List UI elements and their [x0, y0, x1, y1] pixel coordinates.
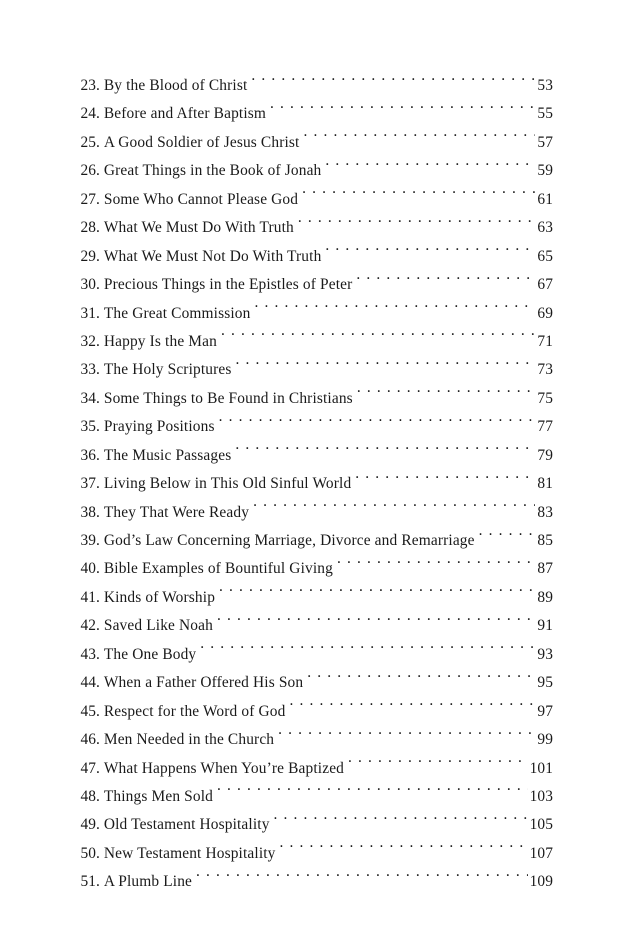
toc-entry-title[interactable]: The Great Commission: [103, 304, 251, 322]
toc-entry-page-number: 65: [537, 247, 553, 265]
toc-entry-number: 26.: [80, 162, 100, 180]
toc-dot-leader: [236, 359, 536, 374]
toc-entry-number: 32.: [80, 332, 100, 350]
toc-entry-number: 29.: [80, 247, 100, 265]
toc-entry-number: 50.: [80, 844, 100, 862]
toc-entry-number: 51.: [80, 873, 100, 891]
toc-entry-title[interactable]: Precious Things in the Epistles of Peter: [103, 276, 353, 294]
toc-entry-title[interactable]: What We Must Not Do With Truth: [103, 247, 322, 265]
toc-entry[interactable]: [78, 499, 553, 527]
toc-dot-leader: [289, 700, 535, 715]
toc-entry-page-number: 109: [529, 873, 553, 891]
toc-entry-title[interactable]: Men Needed in the Church: [103, 731, 275, 749]
toc-entry-number: 46.: [80, 731, 100, 749]
toc-entry-number: 41.: [80, 588, 100, 606]
toc-dot-leader: [303, 131, 535, 146]
toc-entry-page-number: 89: [537, 588, 553, 606]
toc-entry-number: 27.: [80, 190, 100, 208]
toc-dot-leader: [337, 558, 535, 573]
toc-entry-number: 38.: [80, 503, 100, 521]
toc-dot-leader: [357, 387, 536, 402]
toc-entry[interactable]: [78, 442, 553, 470]
toc-entry[interactable]: [78, 157, 553, 185]
toc-entry-title[interactable]: Some Things to Be Found in Christians: [103, 389, 353, 407]
toc-entry[interactable]: [78, 470, 553, 498]
toc-entry[interactable]: [78, 698, 553, 726]
toc-entry-title[interactable]: The Holy Scriptures: [103, 361, 232, 379]
toc-dot-leader: [302, 188, 535, 203]
toc-entry-page-number: 79: [537, 446, 553, 464]
toc-dot-leader: [221, 331, 535, 346]
toc-entry-title[interactable]: The One Body: [103, 645, 197, 663]
toc-entry-title[interactable]: Things Men Sold: [103, 787, 213, 805]
toc-entry[interactable]: [78, 527, 553, 555]
toc-dot-leader: [270, 103, 535, 118]
toc-dot-leader: [217, 786, 528, 801]
toc-entry[interactable]: [78, 555, 553, 583]
toc-entry[interactable]: [78, 612, 553, 640]
toc-dot-leader: [325, 245, 535, 260]
toc-entry[interactable]: [78, 328, 553, 356]
toc-dot-leader: [280, 842, 528, 857]
toc-entry-title[interactable]: Great Things in the Book of Jonah: [103, 162, 322, 180]
toc-dot-leader: [355, 473, 535, 488]
toc-entry[interactable]: [78, 755, 553, 783]
toc-entry-page-number: 55: [537, 105, 553, 123]
toc-entry[interactable]: [78, 840, 553, 868]
toc-dot-leader: [253, 501, 535, 516]
toc-entry-number: 48.: [80, 787, 100, 805]
toc-entry-title[interactable]: Living Below in This Old Sinful World: [103, 475, 352, 493]
toc-entry-page-number: 93: [537, 645, 553, 663]
toc-entry-number: 24.: [80, 105, 100, 123]
toc-entry-title[interactable]: Kinds of Worship: [103, 588, 216, 606]
toc-dot-leader: [278, 729, 535, 744]
toc-entry-page-number: 97: [537, 702, 553, 720]
toc-entry-page-number: 101: [529, 759, 553, 777]
toc-dot-leader: [196, 871, 528, 886]
toc-entry-number: 40.: [80, 560, 100, 578]
toc-entry-page-number: 105: [529, 816, 553, 834]
toc-entry-title[interactable]: The Music Passages: [103, 446, 232, 464]
toc-entry-number: 42.: [80, 617, 100, 635]
toc-dot-leader: [325, 160, 535, 175]
toc-entry-title[interactable]: They That Were Ready: [103, 503, 250, 521]
toc-entry-page-number: 75: [537, 389, 553, 407]
toc-entry-title[interactable]: Praying Positions: [103, 418, 215, 436]
toc-dot-leader: [200, 643, 535, 658]
toc-entry-number: 43.: [80, 645, 100, 663]
toc-entry-page-number: 59: [537, 162, 553, 180]
toc-dot-leader: [219, 416, 536, 431]
toc-entry-number: 30.: [80, 276, 100, 294]
toc-entry[interactable]: [78, 356, 553, 384]
toc-entry-title[interactable]: By the Blood of Christ: [103, 77, 248, 94]
toc-dot-leader: [479, 530, 536, 545]
toc-entry-number: 49.: [80, 816, 100, 834]
toc-entry[interactable]: [78, 811, 553, 839]
toc-entry-page-number: 91: [537, 617, 553, 635]
toc-entry[interactable]: [78, 214, 553, 242]
toc-entry-page-number: 83: [537, 503, 553, 521]
toc-entry-title[interactable]: What Happens When You’re Baptized: [103, 759, 345, 777]
toc-entry-title[interactable]: Old Testament Hospitality: [103, 816, 270, 834]
toc-entry-page-number: 63: [537, 219, 553, 237]
toc-entry-title[interactable]: Respect for the Word of God: [103, 702, 286, 720]
toc-dot-leader: [298, 217, 536, 232]
toc-entry-page-number: 81: [537, 475, 553, 493]
toc-entry-number: 44.: [80, 674, 100, 692]
toc-entry[interactable]: [78, 300, 553, 328]
toc-entry-page-number: 53: [537, 77, 553, 94]
toc-entry[interactable]: [78, 72, 553, 100]
toc-entry-page-number: 61: [537, 190, 553, 208]
toc-entry-number: 39.: [80, 532, 100, 549]
toc-entry-title[interactable]: A Good Soldier of Jesus Christ: [103, 133, 300, 151]
toc-entry-number: 31.: [80, 304, 100, 322]
toc-entry-number: 33.: [80, 361, 100, 379]
toc-entry-number: 25.: [80, 133, 100, 151]
toc-entry[interactable]: [78, 641, 553, 669]
toc-entry-title[interactable]: Happy Is the Man: [103, 332, 217, 350]
toc-entry[interactable]: [78, 669, 553, 697]
toc-dot-leader: [356, 274, 535, 289]
toc-entry-page-number: 73: [537, 361, 553, 379]
toc-entry-page-number: 77: [537, 418, 553, 436]
toc-dot-leader: [219, 586, 535, 601]
toc-entry[interactable]: [78, 100, 553, 128]
toc-entry[interactable]: [78, 385, 553, 413]
toc-entry-number: 23.: [80, 77, 100, 94]
toc-entry-title[interactable]: Some Who Cannot Please God: [103, 190, 299, 208]
toc-dot-leader: [255, 302, 536, 317]
table-of-contents-list: [78, 72, 553, 897]
toc-entry-title[interactable]: When a Father Offered His Son: [103, 674, 304, 692]
toc-entry-title[interactable]: What We Must Do With Truth: [103, 219, 294, 237]
toc-entry-number: 45.: [80, 702, 100, 720]
toc-entry-page-number: 67: [537, 276, 553, 294]
toc-entry[interactable]: [78, 129, 553, 157]
toc-entry[interactable]: [78, 584, 553, 612]
toc-entry[interactable]: [78, 271, 553, 299]
toc-entry-page-number: 107: [529, 844, 553, 862]
toc-entry-title[interactable]: God’s Law Concerning Marriage, Divorce and Remarriage: [103, 532, 475, 549]
toc-entry[interactable]: [78, 783, 553, 811]
toc-entry-page-number: 71: [537, 332, 553, 350]
toc-entry-page-number: 69: [537, 304, 553, 322]
toc-entry-page-number: 103: [529, 787, 553, 805]
toc-entry-number: 37.: [80, 475, 100, 493]
toc-dot-leader: [235, 444, 535, 459]
toc-entry-page-number: 95: [537, 674, 553, 692]
toc-dot-leader: [348, 757, 528, 772]
toc-entry[interactable]: [78, 243, 553, 271]
toc-entry-title[interactable]: New Testament Hospitality: [103, 844, 276, 862]
toc-entry-page-number: 99: [537, 731, 553, 749]
toc-entry-number: 28.: [80, 219, 100, 237]
toc-entry-title[interactable]: Bible Examples of Bountiful Giving: [103, 560, 333, 578]
toc-entry-page-number: 87: [537, 560, 553, 578]
toc-entry[interactable]: [78, 186, 553, 214]
toc-entry-number: 36.: [80, 446, 100, 464]
toc-entry-page-number: 57: [537, 133, 553, 151]
toc-entry-title[interactable]: Saved Like Noah: [103, 617, 213, 635]
toc-entry-page-number: 85: [537, 532, 553, 549]
toc-dot-leader: [307, 672, 535, 687]
toc-dot-leader: [217, 615, 535, 630]
toc-entry-number: 35.: [80, 418, 100, 436]
toc-entry[interactable]: [78, 726, 553, 754]
toc-entry-number: 47.: [80, 759, 100, 777]
toc-dot-leader: [274, 814, 528, 829]
toc-entry-title[interactable]: A Plumb Line: [103, 873, 193, 891]
toc-entry-title[interactable]: Before and After Baptism: [103, 105, 267, 123]
toc-entry-number: 34.: [80, 389, 100, 407]
toc-dot-leader: [251, 75, 535, 90]
toc-entry[interactable]: [78, 868, 553, 896]
toc-entry[interactable]: [78, 413, 553, 441]
